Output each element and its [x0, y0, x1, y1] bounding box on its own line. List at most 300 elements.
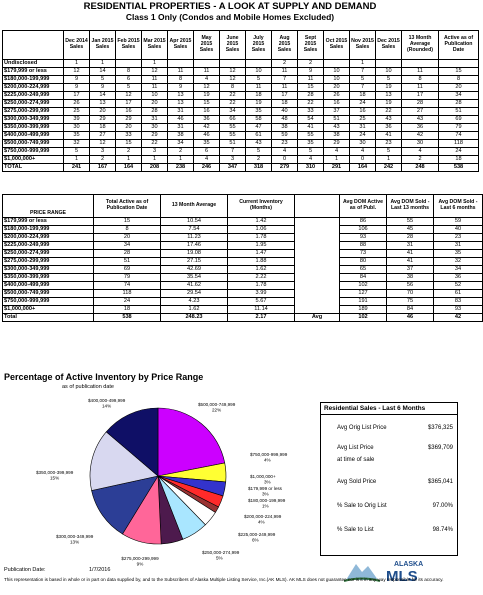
- table1-cell: 19: [194, 92, 220, 100]
- table1-cell: 29: [116, 116, 142, 124]
- table1-total-cell: TOTAL: [3, 164, 64, 172]
- table1-total-cell: 310: [298, 164, 324, 172]
- table2-cell: 15: [94, 218, 161, 226]
- table1-cell: 11: [298, 76, 324, 84]
- table2-header-cell: 13 Month Average: [161, 195, 228, 218]
- table2-cell: 41: [387, 250, 434, 258]
- table1-cell: 8: [439, 76, 479, 84]
- pie-slice-percent: 22%: [212, 407, 222, 413]
- table1-price-range: $400,000-499,999: [3, 132, 64, 140]
- table1-cell: 66: [220, 116, 246, 124]
- table1-cell: [168, 60, 194, 68]
- table1-cell: 20: [116, 124, 142, 132]
- table1-cell: 1: [90, 60, 116, 68]
- logo-text-line1: ALASKA: [394, 561, 424, 568]
- table1-row: [3, 60, 479, 68]
- table1-cell: 13: [168, 100, 194, 108]
- table2-header-cell: Avg DOM Active as of Publ.: [340, 195, 387, 218]
- page-title: RESIDENTIAL PROPERTIES - A LOOK AT SUPPLY AND DEMAND: [83, 1, 377, 12]
- table1-cell: 5: [376, 148, 402, 156]
- table1-cell: 36: [194, 116, 220, 124]
- page-subtitle: Class 1 Only (Condos and Mobile Homes Excluded): [125, 12, 335, 22]
- sale-to-orig-label: % Sale to Orig List: [337, 503, 387, 509]
- table2-cell: 88: [340, 242, 387, 250]
- table1-price-range: Undisclosed: [3, 60, 64, 68]
- table1-cell: 12: [116, 92, 142, 100]
- table1-cell: 3: [142, 148, 168, 156]
- table1-price-range: $750,000-999,999: [3, 148, 64, 156]
- pie-slice-percent: 4%: [258, 519, 265, 525]
- table2-cell: 102: [340, 282, 387, 290]
- table1-cell: 43: [324, 124, 350, 132]
- table1-cell: 1: [142, 156, 168, 164]
- table1-price-range: $179,999 or less: [3, 68, 64, 76]
- table1-cell: 19: [246, 100, 272, 108]
- table1-cell: 23: [272, 140, 298, 148]
- pie-slice-label: $179,999 or less: [248, 486, 282, 491]
- table2-cell: 11.23: [161, 234, 228, 242]
- pie-slice-percent: 6%: [252, 537, 259, 543]
- table1-cell: 25: [64, 108, 90, 116]
- table1-cell: 22: [298, 100, 324, 108]
- table1-cell: 35: [194, 140, 220, 148]
- table1-cell: 38: [324, 132, 350, 140]
- table1-cell: 31: [168, 108, 194, 116]
- table2-cell: 10.54: [161, 218, 228, 226]
- table2-cell: [295, 258, 340, 266]
- table1-cell: 26: [324, 92, 350, 100]
- table1-cell: 35: [64, 132, 90, 140]
- table2-row: [3, 258, 483, 266]
- table1-total-cell: 538: [439, 164, 479, 172]
- table2-cell: 1.95: [228, 242, 295, 250]
- table1-cell: 5: [116, 84, 142, 92]
- table2-price-range: $225,000-249,999: [3, 242, 94, 250]
- table1-cell: [116, 60, 142, 68]
- table1-cell: 1: [116, 156, 142, 164]
- table2-price-range: $250,000-274,999: [3, 250, 94, 258]
- table1-cell: 34: [439, 92, 479, 100]
- table2-cell: 34: [94, 242, 161, 250]
- footer-disclaimer: This representation is based in whole or in part on data supplied by, and to the Subscribers of Alaska Multiple Listing Service, Inc.(AK MLS). AK MLS does not guarantee nor is it in any way responsible for its accuracy.: [4, 577, 444, 582]
- sale-to-list-value: 98.74%: [432, 527, 453, 533]
- table2-cell: 20: [94, 234, 161, 242]
- table2-cell: 29.54: [161, 290, 228, 298]
- table1-total-row: [3, 164, 479, 172]
- table2-row: [3, 306, 483, 314]
- logo-text-line2: MLS: [386, 568, 418, 585]
- table2-cell: 73: [340, 250, 387, 258]
- table1-cell: 7: [350, 84, 376, 92]
- table1-cell: 18: [90, 124, 116, 132]
- table1-cell: 12: [194, 84, 220, 92]
- table1-cell: 69: [439, 116, 479, 124]
- table1-cell: 42: [402, 132, 439, 140]
- table2-cell: [295, 290, 340, 298]
- table2-total-cell: 248.23: [161, 314, 228, 322]
- table1-header-cell: Oct 2015 Sales: [324, 31, 350, 60]
- table1-cell: 20: [142, 100, 168, 108]
- table2-cell: 74: [94, 282, 161, 290]
- table2-cell: 191: [340, 298, 387, 306]
- table2-cell: [295, 226, 340, 234]
- table1-cell: 8: [402, 76, 439, 84]
- table1-cell: 55: [220, 124, 246, 132]
- table1-total-cell: 241: [64, 164, 90, 172]
- table1-cell: 31: [350, 124, 376, 132]
- table1-row: [3, 84, 479, 92]
- pie-chart-subtitle: as of publication date: [62, 384, 114, 390]
- table1-cell: 18: [350, 92, 376, 100]
- table2-row: [3, 218, 483, 226]
- table1-header-cell: [3, 31, 64, 60]
- avg-list-sublabel: at time of sale: [337, 457, 375, 463]
- table1-cell: 11: [402, 84, 439, 92]
- table2-total-cell: 42: [434, 314, 483, 322]
- table1-cell: 27: [402, 108, 439, 116]
- table1-cell: 22: [376, 108, 402, 116]
- table1-cell: 13: [376, 92, 402, 100]
- table2-cell: 11.14: [228, 306, 295, 314]
- table1-header-cell: Sept 2015 Sales: [298, 31, 324, 60]
- table1-cell: 11: [272, 84, 298, 92]
- pie-slice-percent: 9%: [136, 561, 144, 567]
- table1-cell: 2: [246, 156, 272, 164]
- table2-price-range: $275,000-299,999: [3, 258, 94, 266]
- table2-cell: 80: [340, 258, 387, 266]
- table1-cell: 11: [272, 68, 298, 76]
- table1-cell: [194, 60, 220, 68]
- table1-price-range: $200,000-224,999: [3, 84, 64, 92]
- table2-cell: 55: [387, 218, 434, 226]
- table2-cell: 1.78: [228, 234, 295, 242]
- table1-cell: 7: [272, 76, 298, 84]
- table1-header-cell: Active as of Publication Date: [439, 31, 479, 60]
- sales-summary-header: Residential Sales - Last 6 Months: [321, 403, 457, 415]
- sale-to-orig-value: 97.00%: [432, 503, 453, 509]
- table2-cell: 45: [387, 226, 434, 234]
- table1-cell: 15: [116, 140, 142, 148]
- table2-cell: 3.99: [228, 290, 295, 298]
- table1-cell: 74: [439, 132, 479, 140]
- table2-cell: [295, 266, 340, 274]
- table2-cell: 69: [94, 266, 161, 274]
- table1-cell: 18: [246, 92, 272, 100]
- avg-sold-label: Avg Sold Price: [337, 479, 377, 485]
- table2-row: [3, 282, 483, 290]
- pie-slice-percent: 14%: [102, 403, 112, 409]
- table2-cell: 52: [434, 282, 483, 290]
- table2-cell: 65: [340, 266, 387, 274]
- inventory-table: [2, 194, 483, 322]
- table2-cell: [295, 306, 340, 314]
- table1-cell: 22: [220, 92, 246, 100]
- table2-row: [3, 266, 483, 274]
- table1-total-cell: 347: [220, 164, 246, 172]
- table1-cell: 42: [194, 124, 220, 132]
- table1-header-cell: July 2015 Sales: [246, 31, 272, 60]
- table1-cell: 4: [194, 156, 220, 164]
- table1-cell: 31: [142, 116, 168, 124]
- table1-total-cell: 164: [116, 164, 142, 172]
- table1-cell: 10: [246, 68, 272, 76]
- table1-cell: 18: [272, 100, 298, 108]
- table1-row: [3, 100, 479, 108]
- table1-cell: [324, 60, 350, 68]
- table1-header-cell: Dec 2014 Sales: [64, 31, 90, 60]
- table2-cell: 40: [434, 226, 483, 234]
- table2-row: [3, 298, 483, 306]
- table1-cell: 6: [116, 76, 142, 84]
- table2-cell: 1.78: [228, 282, 295, 290]
- table2-cell: 106: [340, 226, 387, 234]
- table2-cell: 17.46: [161, 242, 228, 250]
- table1-cell: 12: [142, 68, 168, 76]
- table2-cell: 127: [340, 290, 387, 298]
- table2-cell: 18: [94, 306, 161, 314]
- table2-cell: 19.08: [161, 250, 228, 258]
- table2-cell: 2.22: [228, 274, 295, 282]
- table2-price-range: $400,000-499,999: [3, 282, 94, 290]
- table2-cell: 84: [340, 274, 387, 282]
- table1-price-range: $225,000-249,999: [3, 92, 64, 100]
- table1-header-cell: Dec 2015 Sales: [376, 31, 402, 60]
- publication-date: [4, 567, 111, 573]
- table1-cell: 26: [64, 100, 90, 108]
- table1-cell: 51: [220, 140, 246, 148]
- table1-cell: 36: [402, 124, 439, 132]
- table1-cell: 16: [194, 108, 220, 116]
- table2-cell: [295, 274, 340, 282]
- avg-list-label: Avg List Price: [337, 445, 374, 451]
- table1-cell: 11: [168, 68, 194, 76]
- table2-cell: 32: [434, 258, 483, 266]
- table1-cell: 40: [272, 108, 298, 116]
- avg-orig-list-label: Avg Orig List Price: [337, 425, 387, 431]
- table2-cell: 83: [434, 298, 483, 306]
- table2-cell: [295, 234, 340, 242]
- table1-cell: 15: [194, 100, 220, 108]
- table1-cell: 10: [142, 92, 168, 100]
- table1-cell: 8: [116, 68, 142, 76]
- table1-cell: 24: [350, 132, 376, 140]
- table2-cell: 79: [94, 274, 161, 282]
- table2-cell: 59: [434, 218, 483, 226]
- table1-cell: 33: [116, 132, 142, 140]
- pie-slice-percent: 13%: [70, 539, 80, 545]
- table1-cell: 4: [272, 148, 298, 156]
- table1-cell: 29: [90, 116, 116, 124]
- pie-slice-percent: 3%: [264, 479, 271, 485]
- table1-header-cell: May 2015 Sales: [194, 31, 220, 60]
- table2-total-cell: 102: [340, 314, 387, 322]
- table2-row: [3, 226, 483, 234]
- pie-slice-percent: 5%: [216, 555, 223, 561]
- table1-header-cell: Mar 2015 Sales: [142, 31, 168, 60]
- table1-cell: 17: [64, 92, 90, 100]
- table1-cell: 16: [350, 108, 376, 116]
- avg-sold-value: $365,041: [427, 479, 453, 485]
- table2-total-cell: 538: [94, 314, 161, 322]
- table1-row: [3, 148, 479, 156]
- table1-total-cell: 208: [142, 164, 168, 172]
- table2-cell: 31: [434, 242, 483, 250]
- table1-header-cell: Aug 2015 Sales: [272, 31, 298, 60]
- table2-price-range: $750,000-999,999: [3, 298, 94, 306]
- table1-cell: 41: [298, 124, 324, 132]
- table1-cell: 11: [246, 84, 272, 92]
- table1-cell: 8: [168, 76, 194, 84]
- table1-cell: 5: [298, 148, 324, 156]
- table1-cell: 5: [350, 76, 376, 84]
- table2-cell: [295, 242, 340, 250]
- table2-cell: 93: [434, 306, 483, 314]
- table2-total-cell: 46: [387, 314, 434, 322]
- table1-cell: 14: [90, 68, 116, 76]
- table1-total-cell: 291: [324, 164, 350, 172]
- table1-cell: 10: [324, 68, 350, 76]
- table2-cell: 28: [94, 250, 161, 258]
- table1-cell: 38: [272, 124, 298, 132]
- table1-row: [3, 76, 479, 84]
- table1-cell: 19: [376, 84, 402, 92]
- table1-cell: 24: [350, 100, 376, 108]
- table1-row: [3, 108, 479, 116]
- table1-cell: 5: [246, 148, 272, 156]
- table1-cell: 1: [376, 156, 402, 164]
- table2-cell: 35.54: [161, 274, 228, 282]
- pie-slice-label: $225,000-249,999: [238, 532, 276, 537]
- table1-cell: 13: [168, 92, 194, 100]
- table2-total-cell: 2.17: [228, 314, 295, 322]
- table1-row: [3, 68, 479, 76]
- table1-cell: 46: [168, 116, 194, 124]
- table2-cell: 189: [340, 306, 387, 314]
- table1-total-cell: 164: [350, 164, 376, 172]
- table2-cell: 1.47: [228, 250, 295, 258]
- table1-cell: 2: [298, 60, 324, 68]
- table1-cell: 17: [116, 100, 142, 108]
- table2-total-cell: Total: [3, 314, 94, 322]
- table1-cell: 6: [194, 148, 220, 156]
- table1-cell: 12: [64, 68, 90, 76]
- table1-cell: 5: [64, 148, 90, 156]
- table1-cell: 1: [64, 60, 90, 68]
- table1-header-cell: June 2015 Sales: [220, 31, 246, 60]
- table1-cell: 27: [90, 132, 116, 140]
- table1-cell: 2: [402, 156, 439, 164]
- pie-slice-label: $250,000-274,999: [202, 550, 240, 555]
- table1-cell: 4: [298, 156, 324, 164]
- table1-cell: 33: [298, 108, 324, 116]
- table1-cell: 9: [64, 76, 90, 84]
- table1-cell: 48: [272, 116, 298, 124]
- table1-cell: 1: [350, 60, 376, 68]
- table1-cell: 20: [324, 84, 350, 92]
- table2-cell: [295, 218, 340, 226]
- table1-row: [3, 132, 479, 140]
- table1-cell: 41: [376, 132, 402, 140]
- table1-cell: 4: [350, 148, 376, 156]
- table2-cell: 4.23: [161, 298, 228, 306]
- table1-row: [3, 124, 479, 132]
- table1-cell: 7: [350, 68, 376, 76]
- table1-cell: 12: [220, 68, 246, 76]
- table1-cell: 4: [402, 148, 439, 156]
- pie-slice-label: $200,000-224,999: [244, 514, 282, 519]
- table1-cell: 19: [376, 100, 402, 108]
- table2-cell: 56: [387, 282, 434, 290]
- table2-cell: 1.62: [161, 306, 228, 314]
- table1-cell: 1: [168, 156, 194, 164]
- table1-cell: 0: [272, 156, 298, 164]
- table1-cell: 5: [90, 76, 116, 84]
- table1-total-cell: 248: [402, 164, 439, 172]
- table1-cell: 39: [64, 116, 90, 124]
- table1-cell: 118: [439, 140, 479, 148]
- table1-cell: 20: [439, 84, 479, 92]
- table1-row: [3, 140, 479, 148]
- table2-cell: 38: [387, 274, 434, 282]
- table2-cell: 41.62: [161, 282, 228, 290]
- table1-cell: 15: [298, 84, 324, 92]
- table2-cell: 51: [94, 258, 161, 266]
- monthly-sales-table: [2, 30, 479, 172]
- table1-header-cell: Apr 2015 Sales: [168, 31, 194, 60]
- table1-total-cell: 238: [168, 164, 194, 172]
- table1-total-cell: 246: [194, 164, 220, 172]
- table1-cell: 3: [90, 148, 116, 156]
- table2-cell: 5.67: [228, 298, 295, 306]
- pie-slice-percent: 1%: [262, 503, 269, 509]
- table1-cell: 79: [439, 124, 479, 132]
- table1-cell: 1: [324, 156, 350, 164]
- table2-cell: 37: [387, 266, 434, 274]
- table2-cell: 75: [387, 298, 434, 306]
- table1-cell: 35: [298, 140, 324, 148]
- table1-cell: 31: [168, 124, 194, 132]
- table2-header-cell: Avg DOM Sold - Last 6 months: [434, 195, 483, 218]
- sales-summary-box: [320, 402, 458, 556]
- table1-cell: [220, 60, 246, 68]
- table2-cell: 7.54: [161, 226, 228, 234]
- table1-cell: 38: [168, 132, 194, 140]
- table1-cell: [439, 60, 479, 68]
- table2-price-range: $180,000-199,999: [3, 226, 94, 234]
- table2-cell: 31: [387, 242, 434, 250]
- table2-header-cell: Current Inventory (Months): [228, 195, 295, 218]
- table2-cell: 86: [340, 218, 387, 226]
- table1-cell: 30: [142, 124, 168, 132]
- table2-cell: 24: [94, 298, 161, 306]
- table2-cell: [295, 282, 340, 290]
- table2-price-range: $350,000-399,999: [3, 274, 94, 282]
- table1-header-cell: Nov 2015 Sales: [350, 31, 376, 60]
- table1-cell: 20: [90, 108, 116, 116]
- table1-cell: 58: [246, 116, 272, 124]
- table1-price-range: $180,000-199,999: [3, 76, 64, 84]
- table2-cell: 41: [387, 258, 434, 266]
- table1-cell: 24: [439, 148, 479, 156]
- table1-cell: 29: [142, 132, 168, 140]
- table2-cell: 34: [434, 266, 483, 274]
- table1-row: [3, 156, 479, 164]
- table1-cell: 5: [246, 76, 272, 84]
- pie-slice-label: $1,000,000+: [250, 474, 276, 479]
- table1-cell: 9: [168, 84, 194, 92]
- pie-slice-label: $180,000-199,999: [248, 498, 286, 503]
- table1-cell: 17: [272, 92, 298, 100]
